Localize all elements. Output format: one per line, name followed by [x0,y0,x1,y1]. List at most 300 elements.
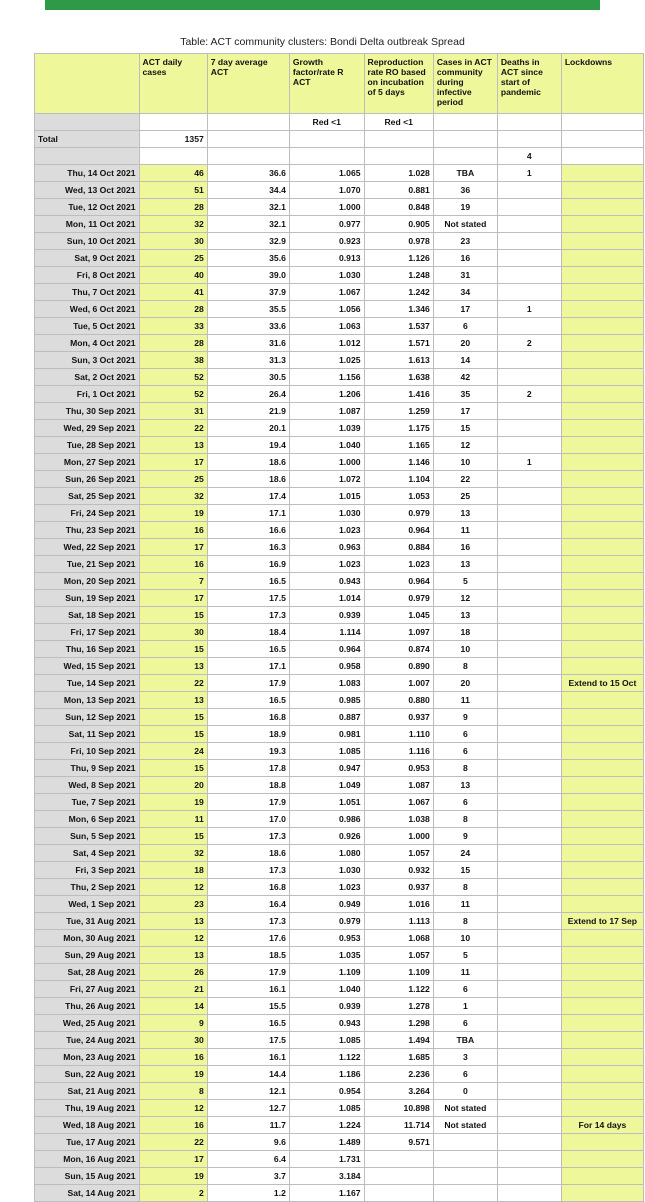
reproduction-rate-cell: 1.122 [364,981,433,998]
header-blank [35,54,140,114]
growth-factor-cell: 1.000 [289,199,364,216]
date-cell: Tue, 28 Sep 2021 [35,437,140,454]
deaths-cell [497,1015,561,1032]
seven-day-average-cell: 37.9 [207,284,289,301]
seven-day-average-cell: 18.5 [207,947,289,964]
lockdown-cell [561,964,643,981]
community-cases-cell: 8 [433,658,497,675]
top-banner [45,0,600,10]
growth-factor-cell: 1.489 [289,1134,364,1151]
community-cases-cell: 8 [433,913,497,930]
daily-cases-cell: 24 [139,743,207,760]
date-cell: Wed, 22 Sep 2021 [35,539,140,556]
date-cell: Thu, 16 Sep 2021 [35,641,140,658]
table-row [35,1066,644,1083]
reproduction-rate-cell: 0.874 [364,641,433,658]
community-cases-cell: 15 [433,862,497,879]
community-cases-cell: 1 [433,998,497,1015]
community-cases-cell: 16 [433,539,497,556]
date-cell: Sat, 14 Aug 2021 [35,1185,140,1202]
seven-day-average-cell: 17.6 [207,930,289,947]
table-row [35,420,644,437]
deaths-cell [497,505,561,522]
deaths-cell [497,182,561,199]
reproduction-rate-cell: 1.109 [364,964,433,981]
community-cases-cell: 11 [433,896,497,913]
deaths-cell [497,1117,561,1134]
daily-cases-cell: 12 [139,879,207,896]
reproduction-rate-cell: 1.087 [364,777,433,794]
table-row [35,165,644,182]
reproduction-rate-cell: 1.067 [364,794,433,811]
table-row [35,1032,644,1049]
deaths-cell [497,420,561,437]
table-row [35,352,644,369]
date-cell: Sat, 11 Sep 2021 [35,726,140,743]
reproduction-rate-cell: 1.416 [364,386,433,403]
growth-factor-cell: 0.981 [289,726,364,743]
seven-day-average-cell: 17.3 [207,607,289,624]
date-cell: Sat, 2 Oct 2021 [35,369,140,386]
daily-cases-cell: 30 [139,624,207,641]
total-cases: 1357 [139,131,207,148]
table-row [35,998,644,1015]
lockdown-cell [561,1100,643,1117]
seven-day-average-cell: 16.8 [207,709,289,726]
deaths-cell [497,777,561,794]
table-row [35,981,644,998]
table-row [35,488,644,505]
clusters-table [34,53,644,1202]
lockdown-cell [561,1168,643,1185]
growth-factor-cell: 3.184 [289,1168,364,1185]
daily-cases-cell: 15 [139,828,207,845]
header-row [35,54,644,114]
community-cases-cell: 8 [433,879,497,896]
seven-day-average-cell: 18.9 [207,726,289,743]
seven-day-average-cell: 16.5 [207,1015,289,1032]
date-cell: Sun, 26 Sep 2021 [35,471,140,488]
table-row [35,233,644,250]
table-row [35,556,644,573]
community-cases-cell: 0 [433,1083,497,1100]
daily-cases-cell: 22 [139,420,207,437]
deaths-cell [497,522,561,539]
reproduction-rate-cell: 0.881 [364,182,433,199]
date-cell: Sun, 22 Aug 2021 [35,1066,140,1083]
table-row [35,1117,644,1134]
lockdown-cell [561,437,643,454]
date-cell: Wed, 25 Aug 2021 [35,1015,140,1032]
community-cases-cell: 10 [433,930,497,947]
reproduction-rate-cell: 1.023 [364,556,433,573]
daily-cases-cell: 17 [139,590,207,607]
date-cell: Sun, 5 Sep 2021 [35,828,140,845]
reproduction-rate-cell: 0.937 [364,879,433,896]
seven-day-average-cell: 32.9 [207,233,289,250]
lockdown-cell [561,182,643,199]
seven-day-average-cell: 16.6 [207,522,289,539]
table-row [35,1100,644,1117]
table-row [35,896,644,913]
community-cases-cell: 14 [433,352,497,369]
daily-cases-cell: 16 [139,556,207,573]
deaths-cell [497,760,561,777]
table-row [35,403,644,420]
growth-factor-cell: 1.206 [289,386,364,403]
daily-cases-cell: 28 [139,199,207,216]
daily-cases-cell: 15 [139,760,207,777]
reproduction-rate-cell: 1.038 [364,811,433,828]
total-cell [561,131,643,148]
date-cell: Tue, 31 Aug 2021 [35,913,140,930]
daily-cases-cell: 52 [139,386,207,403]
seven-day-average-cell: 19.3 [207,743,289,760]
reproduction-rate-cell: 0.937 [364,709,433,726]
reproduction-rate-cell: 0.978 [364,233,433,250]
deaths-cell [497,913,561,930]
lockdown-cell [561,284,643,301]
daily-cases-cell: 13 [139,658,207,675]
total-cell [433,131,497,148]
lockdown-cell [561,981,643,998]
growth-factor-cell: 1.023 [289,556,364,573]
growth-factor-cell: 1.087 [289,403,364,420]
table-row [35,522,644,539]
lockdown-cell [561,726,643,743]
date-cell: Mon, 20 Sep 2021 [35,573,140,590]
community-cases-cell: 5 [433,573,497,590]
daily-cases-cell: 17 [139,454,207,471]
date-cell: Mon, 23 Aug 2021 [35,1049,140,1066]
community-cases-cell: 15 [433,420,497,437]
deaths-cell [497,709,561,726]
table-row [35,743,644,760]
lockdown-cell [561,556,643,573]
community-cases-cell: 6 [433,794,497,811]
seven-day-average-cell: 1.2 [207,1185,289,1202]
growth-factor-cell: 0.958 [289,658,364,675]
reproduction-rate-cell: 1.053 [364,488,433,505]
daily-cases-cell: 15 [139,607,207,624]
table-row [35,675,644,692]
reproduction-rate-cell: 10.898 [364,1100,433,1117]
growth-factor-cell: 0.979 [289,913,364,930]
deaths-total-cell [561,148,643,165]
date-cell: Tue, 14 Sep 2021 [35,675,140,692]
daily-cases-cell: 52 [139,369,207,386]
seven-day-average-cell: 17.5 [207,1032,289,1049]
seven-day-average-cell: 16.5 [207,573,289,590]
total-deaths: 4 [497,148,561,165]
deaths-cell [497,216,561,233]
lockdown-cell [561,352,643,369]
lockdown-cell [561,420,643,437]
seven-day-average-cell: 14.4 [207,1066,289,1083]
lockdown-cell [561,318,643,335]
reproduction-rate-cell: 0.953 [364,760,433,777]
legend-growth: Red <1 [289,114,364,131]
deaths-total-cell [364,148,433,165]
deaths-total-cell [207,148,289,165]
seven-day-average-cell: 12.1 [207,1083,289,1100]
daily-cases-cell: 23 [139,896,207,913]
seven-day-average-cell: 30.5 [207,369,289,386]
seven-day-average-cell: 18.8 [207,777,289,794]
deaths-cell [497,981,561,998]
reproduction-rate-cell [364,1185,433,1202]
lockdown-cell [561,811,643,828]
date-cell: Wed, 29 Sep 2021 [35,420,140,437]
table-row [35,267,644,284]
community-cases-cell: 6 [433,743,497,760]
seven-day-average-cell: 17.1 [207,505,289,522]
daily-cases-cell: 19 [139,1168,207,1185]
date-cell: Fri, 8 Oct 2021 [35,267,140,284]
community-cases-cell: 17 [433,301,497,318]
seven-day-average-cell: 17.8 [207,760,289,777]
legend-row [35,114,644,131]
lockdown-cell [561,250,643,267]
growth-factor-cell: 1.040 [289,437,364,454]
daily-cases-cell: 9 [139,1015,207,1032]
table-row [35,862,644,879]
daily-cases-cell: 25 [139,471,207,488]
date-cell: Sun, 12 Sep 2021 [35,709,140,726]
table-row [35,590,644,607]
reproduction-rate-cell: 1.113 [364,913,433,930]
growth-factor-cell: 1.083 [289,675,364,692]
reproduction-rate-cell: 1.104 [364,471,433,488]
reproduction-rate-cell: 0.848 [364,199,433,216]
table-row [35,1049,644,1066]
reproduction-rate-cell: 0.979 [364,505,433,522]
daily-cases-cell: 38 [139,352,207,369]
lockdown-cell [561,794,643,811]
seven-day-average-cell: 32.1 [207,199,289,216]
daily-cases-cell: 40 [139,267,207,284]
lockdown-cell [561,1049,643,1066]
growth-factor-cell: 0.986 [289,811,364,828]
seven-day-average-cell: 39.0 [207,267,289,284]
seven-day-average-cell: 17.3 [207,828,289,845]
community-cases-cell: Not stated [433,216,497,233]
date-cell: Sat, 28 Aug 2021 [35,964,140,981]
date-cell: Wed, 13 Oct 2021 [35,182,140,199]
table-row [35,913,644,930]
daily-cases-cell: 25 [139,250,207,267]
deaths-cell: 1 [497,165,561,182]
seven-day-average-cell: 16.8 [207,879,289,896]
table-row [35,947,644,964]
header-growth-factor: Growth factor/rate R ACT [289,54,364,114]
growth-factor-cell: 1.040 [289,981,364,998]
seven-day-average-cell: 17.9 [207,675,289,692]
reproduction-rate-cell: 1.685 [364,1049,433,1066]
deaths-cell [497,488,561,505]
seven-day-average-cell: 16.9 [207,556,289,573]
seven-day-average-cell: 32.1 [207,216,289,233]
reproduction-rate-cell: 0.880 [364,692,433,709]
date-cell: Thu, 14 Oct 2021 [35,165,140,182]
reproduction-rate-cell [364,1151,433,1168]
community-cases-cell: 8 [433,760,497,777]
growth-factor-cell: 1.056 [289,301,364,318]
lockdown-cell [561,862,643,879]
daily-cases-cell: 19 [139,505,207,522]
deaths-cell [497,267,561,284]
reproduction-rate-cell: 11.714 [364,1117,433,1134]
seven-day-average-cell: 16.3 [207,539,289,556]
seven-day-average-cell: 33.6 [207,318,289,335]
deaths-cell [497,828,561,845]
daily-cases-cell: 16 [139,1117,207,1134]
lockdown-cell [561,879,643,896]
growth-factor-cell: 1.051 [289,794,364,811]
date-cell: Mon, 30 Aug 2021 [35,930,140,947]
growth-factor-cell: 0.939 [289,607,364,624]
community-cases-cell [433,1134,497,1151]
deaths-cell [497,352,561,369]
deaths-total-cell [433,148,497,165]
daily-cases-cell: 19 [139,794,207,811]
growth-factor-cell: 1.070 [289,182,364,199]
date-cell: Mon, 11 Oct 2021 [35,216,140,233]
growth-factor-cell: 1.085 [289,1032,364,1049]
lockdown-cell [561,199,643,216]
growth-factor-cell: 1.014 [289,590,364,607]
lockdown-cell [561,743,643,760]
deaths-cell [497,1151,561,1168]
deaths-cell [497,675,561,692]
seven-day-average-cell: 18.6 [207,454,289,471]
lockdown-cell [561,828,643,845]
growth-factor-cell: 1.025 [289,352,364,369]
growth-factor-cell: 0.963 [289,539,364,556]
table-row [35,828,644,845]
reproduction-rate-cell: 0.932 [364,862,433,879]
reproduction-rate-cell: 1.613 [364,352,433,369]
date-cell: Sun, 15 Aug 2021 [35,1168,140,1185]
table-row [35,1151,644,1168]
date-cell: Thu, 23 Sep 2021 [35,522,140,539]
lockdown-cell [561,403,643,420]
table-row [35,641,644,658]
lockdown-cell [561,624,643,641]
growth-factor-cell: 0.939 [289,998,364,1015]
growth-factor-cell: 0.977 [289,216,364,233]
growth-factor-cell: 1.049 [289,777,364,794]
date-cell: Sun, 19 Sep 2021 [35,590,140,607]
table-row [35,539,644,556]
date-cell: Thu, 26 Aug 2021 [35,998,140,1015]
deaths-cell [497,199,561,216]
table-row [35,369,644,386]
seven-day-average-cell: 15.5 [207,998,289,1015]
community-cases-cell: TBA [433,1032,497,1049]
daily-cases-cell: 16 [139,522,207,539]
date-cell: Fri, 3 Sep 2021 [35,862,140,879]
daily-cases-cell: 8 [139,1083,207,1100]
deaths-cell [497,930,561,947]
deaths-total-cell [139,148,207,165]
deaths-cell [497,1066,561,1083]
legend-cell [139,114,207,131]
lockdown-cell [561,760,643,777]
community-cases-cell: TBA [433,165,497,182]
daily-cases-cell: 13 [139,437,207,454]
date-cell: Thu, 9 Sep 2021 [35,760,140,777]
growth-factor-cell: 0.954 [289,1083,364,1100]
deaths-cell [497,1083,561,1100]
growth-factor-cell: 1.080 [289,845,364,862]
date-cell: Wed, 15 Sep 2021 [35,658,140,675]
table-row [35,471,644,488]
lockdown-cell [561,165,643,182]
growth-factor-cell: 0.953 [289,930,364,947]
community-cases-cell: 20 [433,335,497,352]
growth-factor-cell: 1.065 [289,165,364,182]
deaths-cell [497,573,561,590]
seven-day-average-cell: 17.3 [207,913,289,930]
daily-cases-cell: 12 [139,1100,207,1117]
date-cell: Thu, 2 Sep 2021 [35,879,140,896]
reproduction-rate-cell: 1.068 [364,930,433,947]
date-cell: Sat, 18 Sep 2021 [35,607,140,624]
lockdown-cell [561,301,643,318]
total-cell [497,131,561,148]
reproduction-rate-cell: 1.016 [364,896,433,913]
date-cell: Sun, 10 Oct 2021 [35,233,140,250]
total-label: Total [35,131,140,148]
daily-cases-cell: 19 [139,1066,207,1083]
growth-factor-cell: 1.030 [289,505,364,522]
growth-factor-cell: 1.109 [289,964,364,981]
lockdown-cell [561,1032,643,1049]
growth-factor-cell: 0.887 [289,709,364,726]
date-cell: Mon, 16 Aug 2021 [35,1151,140,1168]
daily-cases-cell: 17 [139,539,207,556]
reproduction-rate-cell: 1.110 [364,726,433,743]
lockdown-cell [561,471,643,488]
lockdown-cell [561,233,643,250]
deaths-cell [497,692,561,709]
daily-cases-cell: 51 [139,182,207,199]
deaths-cell: 1 [497,454,561,471]
reproduction-rate-cell: 1.057 [364,947,433,964]
lockdown-cell [561,1083,643,1100]
date-cell: Sun, 3 Oct 2021 [35,352,140,369]
growth-factor-cell: 0.964 [289,641,364,658]
seven-day-average-cell: 35.6 [207,250,289,267]
deaths-cell [497,794,561,811]
table-row [35,182,644,199]
date-cell: Tue, 12 Oct 2021 [35,199,140,216]
daily-cases-cell: 32 [139,216,207,233]
growth-factor-cell: 1.114 [289,624,364,641]
seven-day-average-cell: 21.9 [207,403,289,420]
reproduction-rate-cell: 1.097 [364,624,433,641]
community-cases-cell: 42 [433,369,497,386]
daily-cases-cell: 18 [139,862,207,879]
daily-cases-cell: 12 [139,930,207,947]
total-cell [207,131,289,148]
lockdown-cell [561,505,643,522]
table-row [35,624,644,641]
seven-day-average-cell: 18.4 [207,624,289,641]
deaths-cell [497,1032,561,1049]
deaths-cell [497,743,561,760]
